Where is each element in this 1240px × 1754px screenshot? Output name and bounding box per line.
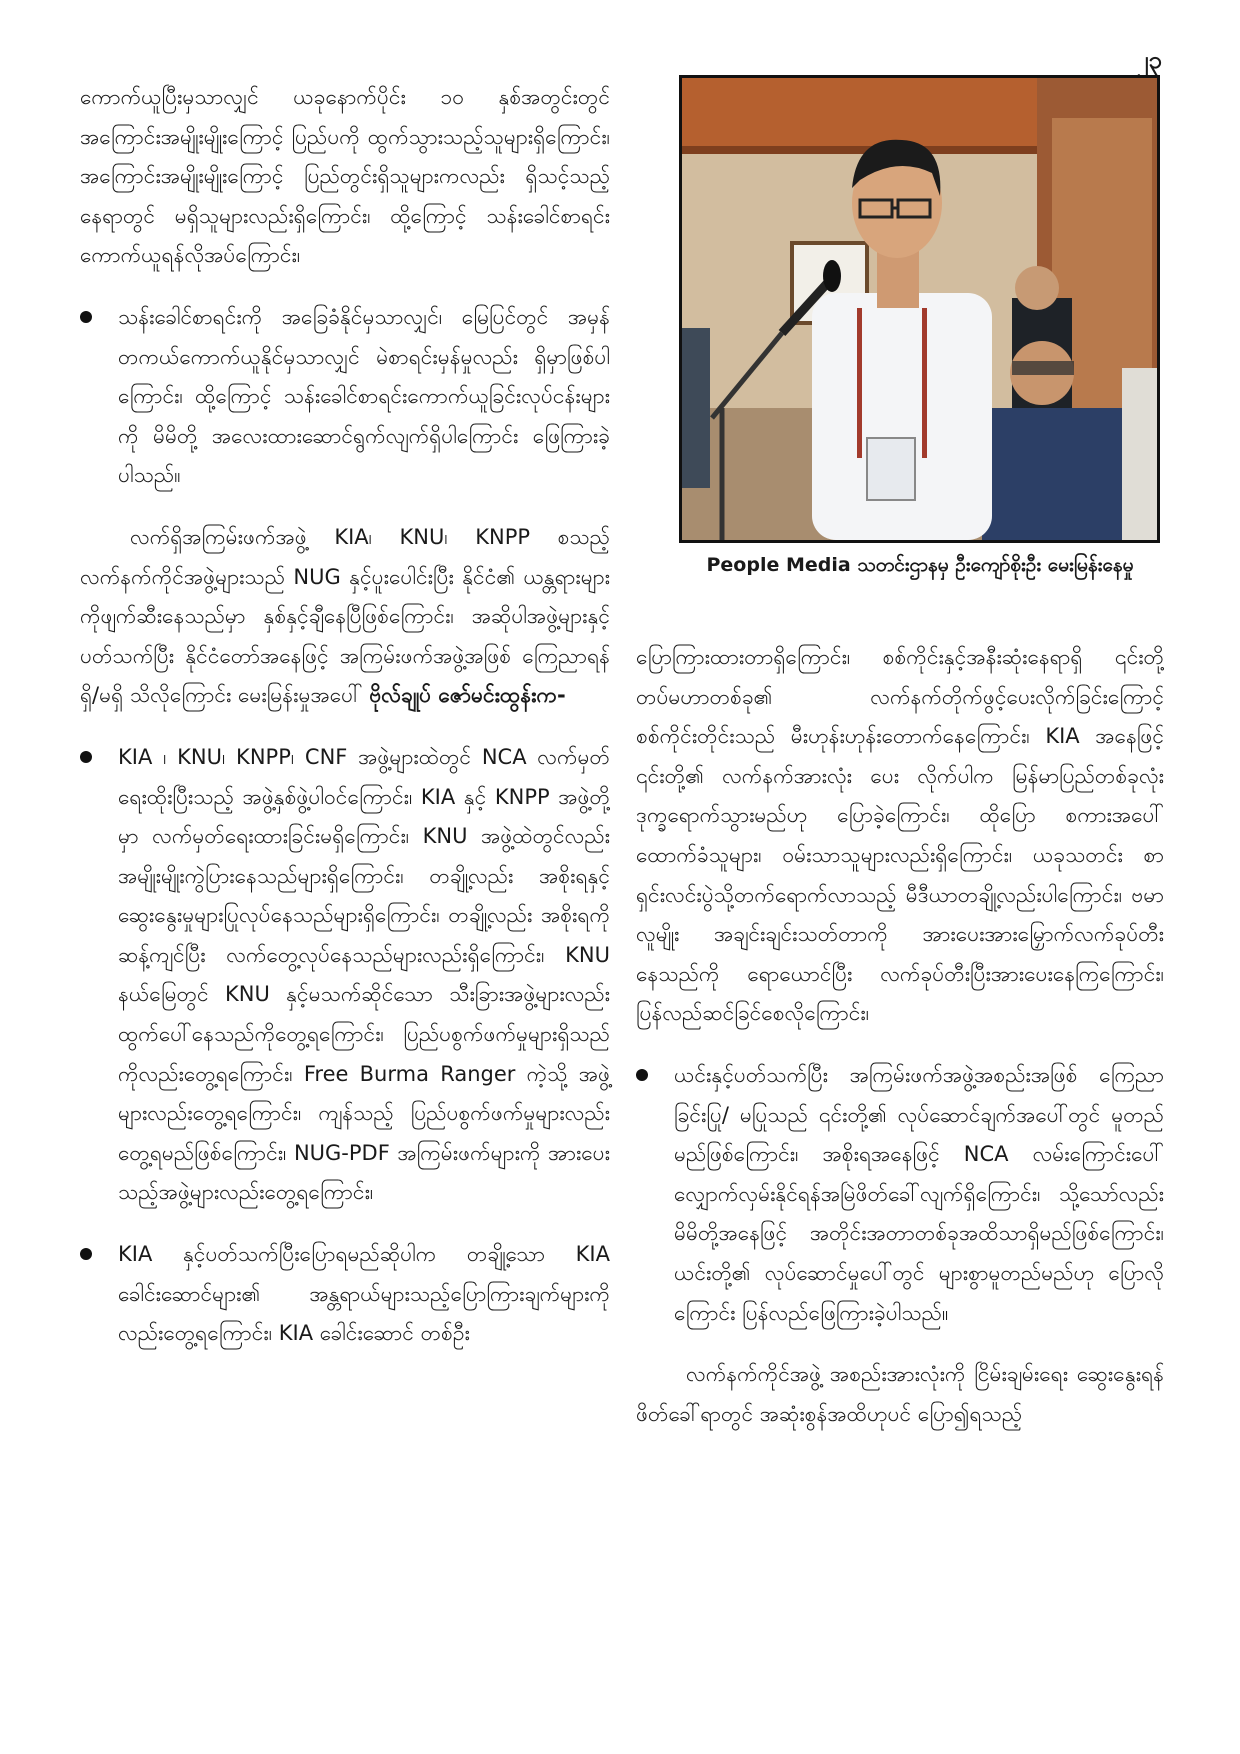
speaker-name: ဗိုလ်ချုပ် ဇော်မင်းထွန်းက- <box>369 683 566 708</box>
bullet-text: သန်းခေါင်စာရင်းကို အခြေခံနိုင်မှသာလျှင်၊ မြေပြင်တွင် အမှန်တကယ်ကောက်ယူနိုင်မှသာလျှင် မဲစာရင်းမှန်မှုလည်း ရှိမှာဖြစ်ပါကြောင်း၊ ထို့ကြောင့် သန်းခေါင်စာရင်းကောက်ယူခြင်းလုပ်ငန်းများကို မိမိတို့ အလေးထားဆောင်ရွက်လျက်ရှိပါကြောင်း ဖြေကြားခဲ့ပါသည်။ <box>118 304 610 488</box>
bullet-icon <box>80 311 92 323</box>
news-photo <box>679 75 1160 543</box>
paragraph: ကောက်ယူပြီးမှသာလျှင် ယခုနောက်ပိုင်း ၁၀ နှစ်အတွင်းတွင် အကြောင်းအမျိုးမျိုးကြောင့် ပြည်ပကို ထွက်သွားသည့်သူများရှိကြောင်း၊ အကြောင်းအမျိုးမျိုးကြောင့် ပြည်တွင်းရှိသူများကလည်း ရှိသင့်သည့်နေရာတွင် မရှိသူများလည်းရှိကြောင်း၊ ထို့ကြောင့် သန်းခေါင်စာရင်း ကောက်ယူရန်လိုအပ်ကြောင်း၊ <box>80 85 610 268</box>
paragraph: ပြောကြားထားတာရှိကြောင်း၊ စစ်ကိုင်းနှင့်အနီးဆုံးနေရာရှိ ၎င်းတို့ တပ်မဟာတစ်ခု၏ လက်နက်တိုက်ဖွင့်ပေးလိုက်ခြင်းကြောင့် စစ်ကိုင်းတိုင်းသည် မီးဟုန်းဟုန်းတောက်နေကြောင်း၊ KIA အနေဖြင့် ၎င်းတို့၏ လက်နက်အားလုံး ပေး လိုက်ပါက မြန်မာပြည်တစ်ခုလုံး ဒုက္ခရောက်သွားမည်ဟု ပြောခဲ့ကြောင်း၊ ထိုပြော စကားအပေါ် ထောက်ခံသူများ၊ ဝမ်းသာသူများလည်းရှိကြောင်း၊ ယခုသတင်း စာရှင်းလင်းပွဲသို့တက်ရောက်လာသည့် မီဒီယာတချို့လည်းပါကြောင်း၊ ဗမာလူမျိုး အချင်းချင်းသတ်တာကို အားပေးအားမြှောက်လက်ခုပ်တီးနေသည်ကို ရောယောင်ပြီး လက်ခုပ်တီးပြီးအားပေးနေကြကြောင်း၊ ပြန်လည်ဆင်ခြင်စေလိုကြောင်း၊ <box>636 645 1164 1026</box>
bullet-icon <box>80 751 92 763</box>
bullet-icon <box>80 1248 92 1260</box>
bullet-text: KIA ၊ KNU၊ KNPP၊ CNF အဖွဲ့များထဲတွင် NCA လက်မှတ်ရေးထိုးပြီးသည့် အဖွဲ့နှစ်ဖွဲ့ပါဝင်ကြောင်း၊ KIA နှင့် KNPP အဖွဲ့တို့မှာ လက်မှတ်ရေးထားခြင်းမရှိကြောင်း၊ KNU အဖွဲ့ထဲတွင်လည်း အမျိုးမျိုးကွဲပြားနေသည်များရှိကြောင်း၊ တချို့လည်း အစိုးရနှင့် ဆွေးနွေးမှုများပြုလုပ်နေသည်များရှိကြောင်း၊ တချို့လည်း အစိုးရကိုဆန့်ကျင်ပြီး လက်တွေ့လုပ်နေသည်များလည်းရှိကြောင်း၊ KNU နယ်မြေတွင် KNU နှင့်မသက်ဆိုင်သော သီးခြားအဖွဲ့များလည်း ထွက်ပေါ်နေသည်ကိုတွေ့ရကြောင်း၊ ပြည်ပစွက်ဖက်မှုများရှိသည်ကိုလည်းတွေ့ရကြောင်း၊ Free Burma Ranger ကဲ့သို့ အဖွဲ့များလည်းတွေ့ရကြောင်း၊ ကျန်သည့် ပြည်ပစွက်ဖက်မှုများလည်းတွေ့ရမည်ဖြစ်ကြောင်း၊ NUG-PDF အကြမ်းဖက်များကို အားပေးသည့်အဖွဲ့များလည်းတွေ့ရကြောင်း၊ <box>118 744 610 1205</box>
right-column <box>636 638 1164 1434</box>
bullet-text: ယင်းနှင့်ပတ်သက်ပြီး အကြမ်းဖက်အဖွဲ့အစည်းအဖြစ် ကြေညာခြင်းပြု/ မပြုသည် ၎င်းတို့၏ လုပ်ဆောင်ချက်အပေါ်တွင် မူတည်မည်ဖြစ်ကြောင်း၊ အစိုးရအနေဖြင့် NCA လမ်းကြောင်းပေါ် လျှောက်လှမ်းနိုင်ရန်အမြဲဖိတ်ခေါ်လျက်ရှိကြောင်း၊ သို့သော်လည်း မိမိတို့အနေဖြင့် အတိုင်းအတာတစ်ခုအထိသာရှိမည်ဖြစ်ကြောင်း၊ ယင်းတို့၏ လုပ်ဆောင်မှုပေါ်တွင် များစွာမူတည်မည်ဟု ပြောလိုကြောင်း ပြန်လည်ဖြေကြားခဲ့ပါသည်။ <box>674 1062 1164 1325</box>
left-column <box>80 78 610 1354</box>
photo-illustration <box>682 78 1157 540</box>
bullet-item <box>80 1235 610 1354</box>
bullet-icon <box>636 1069 648 1081</box>
bullet-item <box>636 1056 1164 1333</box>
bullet-item <box>80 298 610 496</box>
paragraph: လက်နက်ကိုင်အဖွဲ့ အစည်းအားလုံးကို ငြိမ်းချမ်းရေး ဆွေးနွေးရန်ဖိတ်ခေါ်ရာတွင် အဆုံးစွန်အထိဟုပင် ပြော၍ရသည့် <box>636 1362 1164 1426</box>
bullet-item <box>80 738 610 1213</box>
paragraph <box>80 518 610 716</box>
photo-caption: People Media သတင်းဌာနမှ ဦးကျော်စိုးဦး မေးမြန်းနေမှု <box>706 554 1134 576</box>
paragraph-text: လက်ရှိအကြမ်းဖက်အဖွဲ့ KIA၊ KNU၊ KNPP စသည့် လက်နက်ကိုင်အဖွဲ့များသည် NUG နှင့်ပူးပေါင်းပြီး နိုင်ငံ၏ ယန္တရားများကိုဖျက်ဆီးနေသည်မှာ နှစ်နှင့်ချီနေပြီဖြစ်ကြောင်း၊ အဆိုပါအဖွဲ့များနှင့်ပတ်သက်ပြီး နိုင်ငံတော်အနေဖြင့် အကြမ်းဖက်အဖွဲ့အဖြစ် ကြေညာရန် ရှိ/မရှိ သိလိုကြောင်း မေးမြန်းမှုအပေါ် <box>80 524 610 708</box>
bullet-text: KIA နှင့်ပတ်သက်ပြီးပြောရမည်ဆိုပါက တချို့သော KIA ခေါင်းဆောင်များ၏ အန္တရာယ်များသည့်ပြောကြားချက်များကိုလည်းတွေ့ရကြောင်း၊ KIA ခေါင်းဆောင် တစ်ဦး <box>118 1242 610 1346</box>
page-number: ၂၃ <box>1136 46 1162 74</box>
